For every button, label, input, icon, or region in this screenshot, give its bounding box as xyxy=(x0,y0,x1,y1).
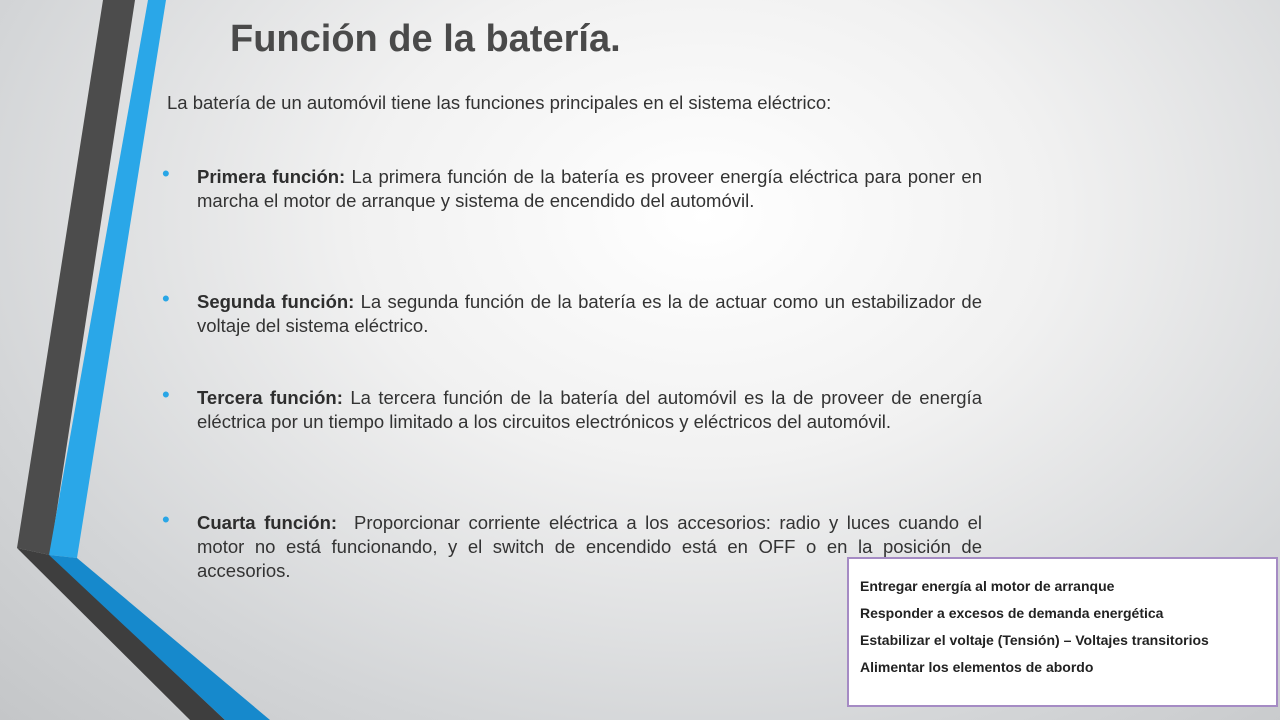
bullet-icon: • xyxy=(162,286,170,311)
summary-item: Entregar energía al motor de arranque xyxy=(860,578,1115,594)
bullet-text: La tercera función de la batería del automóvil es la de proveer de energía eléctrica por un tiempo limitado a los circuitos electrónicos y eléctricos del automóvil. xyxy=(197,387,982,432)
bullet-label: Cuarta función: xyxy=(197,512,338,533)
list-item xyxy=(160,161,982,290)
summary-item: Alimentar los elementos de abordo xyxy=(860,659,1094,675)
bullet-label: Primera función: xyxy=(197,166,346,187)
function-list xyxy=(160,161,988,583)
bullet-icon: • xyxy=(162,382,170,407)
list-item xyxy=(160,382,982,511)
summary-item: Estabilizar el voltaje (Tensión) – Voltajes transitorios xyxy=(860,632,1209,648)
bullet-text: La segunda función de la batería es la de actuar como un estabilizador de voltaje del sistema eléctrico. xyxy=(197,291,983,336)
intro-text: La batería de un automóvil tiene las funciones principales en el sistema eléctrico: xyxy=(167,92,832,113)
bullet-text: La primera función de la batería es proveer energía eléctrica para poner en marcha el motor de arranque y sistema de encendido del automóvil. xyxy=(197,166,982,211)
slide-title: Función de la batería. xyxy=(230,18,621,60)
bullet-text: Proporcionar corriente eléctrica a los accesorios: radio y luces cuando el motor no está funcionando, y el switch de encendido está en OFF o en la posición de accesorios. xyxy=(197,512,988,581)
summary-box xyxy=(847,557,1278,707)
list-item xyxy=(160,286,983,386)
bullet-icon: • xyxy=(162,161,170,186)
bullet-label: Segunda función: xyxy=(197,291,355,312)
bullet-icon: • xyxy=(162,507,170,532)
summary-item: Responder a excesos de demanda energética xyxy=(860,605,1164,621)
bullet-label: Tercera función: xyxy=(197,387,343,408)
